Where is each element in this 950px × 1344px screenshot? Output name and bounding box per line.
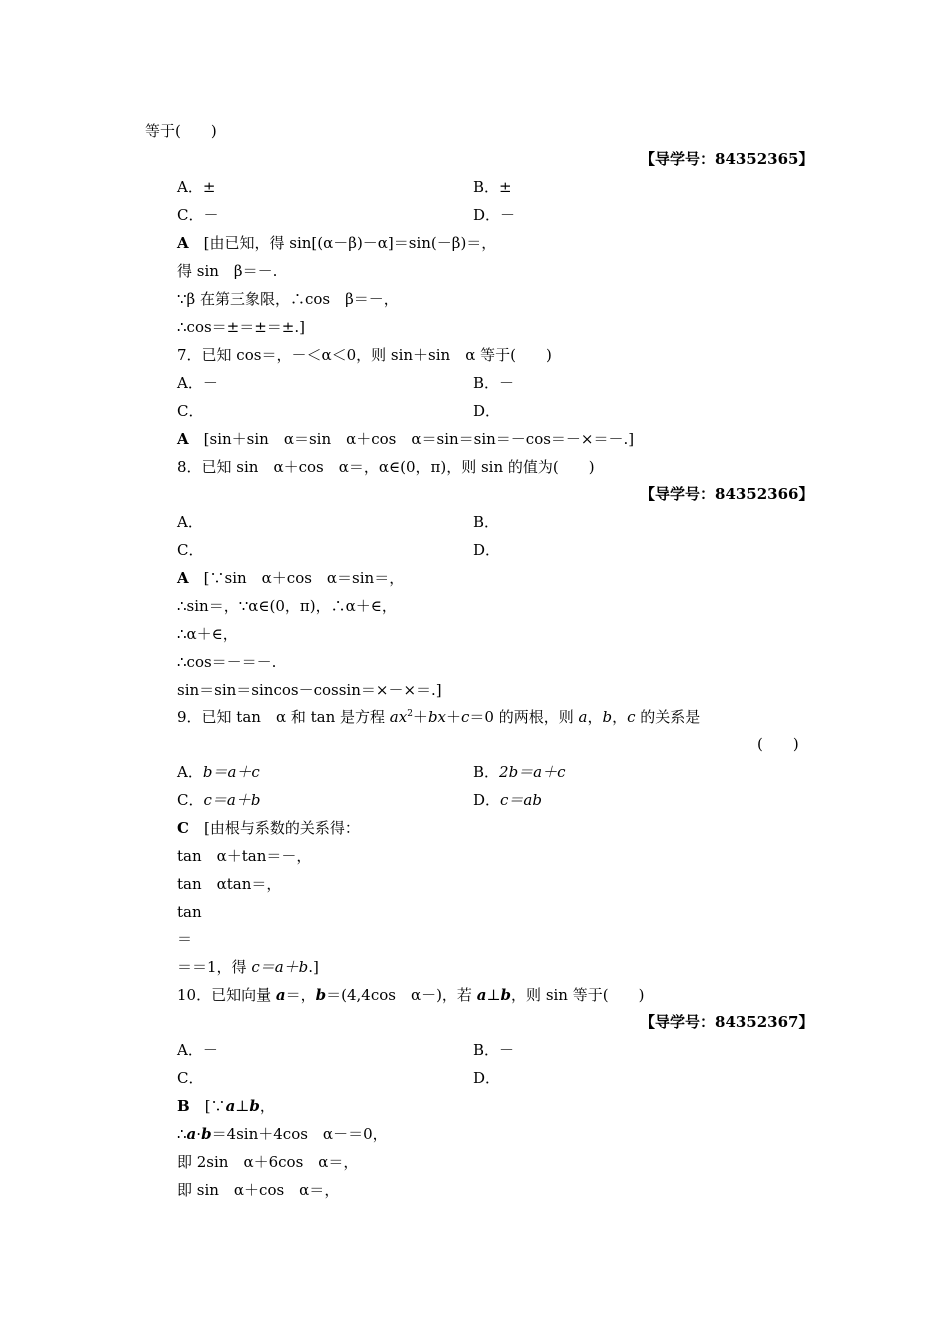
q8-option-b: B． bbox=[473, 513, 500, 531]
q9-option-a bbox=[177, 762, 260, 782]
q7-option-c: C． bbox=[177, 402, 204, 420]
q10-option-a: A．－ bbox=[177, 1041, 218, 1059]
q9-solution-line-5: ＝ bbox=[177, 930, 193, 948]
q9-option-a-expr: b＝a＋c bbox=[202, 763, 260, 781]
q10-ref-number: 【导学号：84352367】 bbox=[640, 1013, 814, 1031]
q10-solution-line-1 bbox=[177, 1096, 275, 1116]
q9-solution-6-expr: c＝a＋b bbox=[251, 958, 309, 976]
q9-option-b-label: B． bbox=[473, 763, 500, 781]
q10-stem-post: ＝(4,4cos α－)，若 bbox=[326, 986, 477, 1004]
q9-stem-end: 的关系是 bbox=[635, 708, 701, 726]
q10-option-c: C． bbox=[177, 1069, 204, 1087]
q9-option-b-expr: 2b＝a＋c bbox=[499, 763, 566, 781]
q6-solution-line-3: ∵β 在第三象限，∴cos β＝－， bbox=[177, 290, 399, 308]
q9-stem-plus-2: ＋ bbox=[446, 708, 462, 726]
q10-stem bbox=[177, 985, 644, 1005]
q7-solution-text-1: [sin＋sin α＝sin α＋cos α＝sin＝sin＝－cos＝－×＝－.] bbox=[203, 430, 635, 448]
q6-answer-letter: A bbox=[177, 234, 189, 252]
q9-solution-line-2: tan α＋tan＝－， bbox=[177, 847, 312, 865]
q9-solution-line-3: tan αtan＝， bbox=[177, 875, 282, 893]
q9-stem-pre: 9．已知 tan α 和 tan 是方程 bbox=[177, 708, 390, 726]
q8-stem: 8．已知 sin α＋cos α＝，α∈(0，π)，则 sin 的值为( ) bbox=[177, 458, 595, 476]
q6-solution-line-4: ∴cos＝±＝±＝±.] bbox=[177, 318, 305, 336]
q9-stem-post: ＝0 的两根，则 bbox=[469, 708, 579, 726]
q9-stem-c: c bbox=[461, 708, 470, 726]
q10-option-d: D． bbox=[473, 1069, 501, 1087]
q8-option-c: C． bbox=[177, 541, 204, 559]
q9-solution-line-4: tan bbox=[177, 903, 202, 921]
q10-vector-b: b bbox=[315, 986, 327, 1004]
q8-option-d: D． bbox=[473, 541, 501, 559]
q10-solution-1-post: ， bbox=[259, 1097, 275, 1115]
q7-answer-letter: A bbox=[177, 430, 189, 448]
q6-option-d: D．－ bbox=[473, 206, 516, 224]
q7-option-b: B．－ bbox=[473, 374, 515, 392]
q9-option-d-label: D． bbox=[473, 791, 501, 809]
q9-solution-line-6 bbox=[177, 957, 319, 977]
q8-solution-line-5: sin＝sin＝sincos－cossin＝×－×＝.] bbox=[177, 681, 442, 699]
q9-option-c bbox=[177, 790, 260, 810]
q9-answer-paren: ( ) bbox=[757, 735, 799, 753]
q10-perp-symbol: ⊥ bbox=[486, 986, 501, 1004]
q9-option-a-label: A． bbox=[177, 763, 203, 781]
q9-solution-6-post: .] bbox=[308, 958, 319, 976]
q6-option-a: A．± bbox=[177, 178, 216, 196]
q10-solution-line-4: 即 sin α＋cos α＝， bbox=[177, 1181, 340, 1199]
q9-option-c-expr: c＝a＋b bbox=[203, 791, 261, 809]
q9-stem-comma-1: ， bbox=[587, 708, 603, 726]
q10-solution-line-2 bbox=[177, 1124, 388, 1144]
q10-vector-a-2: a bbox=[476, 986, 487, 1004]
q10-solution-2-dot: · bbox=[196, 1125, 202, 1143]
q8-solution-line-2: ∴sin＝，∵α∈(0，π)，∴α＋∈， bbox=[177, 597, 397, 615]
q9-stem-bx: bx bbox=[427, 708, 446, 726]
q8-solution-line-4: ∴cos＝－＝－. bbox=[177, 653, 277, 671]
q10-solution-2-pre: ∴ bbox=[177, 1125, 187, 1143]
q6-solution-line-2: 得 sin β＝－. bbox=[177, 262, 278, 280]
q10-solution-1-vector-a: a bbox=[225, 1097, 236, 1115]
q9-stem-exponent: 2 bbox=[407, 709, 413, 719]
q10-solution-1-pre: [∵ bbox=[204, 1097, 226, 1115]
q6-stem-tail: 等于( ) bbox=[145, 122, 217, 140]
q10-stem-pre: 10．已知向量 bbox=[177, 986, 276, 1004]
q7-option-d: D． bbox=[473, 402, 501, 420]
q6-ref-number: 【导学号：84352365】 bbox=[640, 150, 814, 168]
q10-option-b: B．－ bbox=[473, 1041, 515, 1059]
q9-stem bbox=[177, 707, 700, 727]
q9-stem-comma-2: ， bbox=[612, 708, 628, 726]
q9-solution-6-pre: ＝＝1，得 bbox=[177, 958, 252, 976]
q9-stem-var-c: c bbox=[627, 708, 636, 726]
q6-solution-text-1: [由已知，得 sin[(α－β)－α]＝sin(－β)＝， bbox=[203, 234, 497, 252]
q10-solution-2-vector-b: b bbox=[201, 1125, 212, 1143]
q10-solution-2-vector-a: a bbox=[186, 1125, 197, 1143]
q9-stem-var-a: a bbox=[578, 708, 588, 726]
q9-option-b bbox=[473, 762, 566, 782]
q8-ref-number: 【导学号：84352366】 bbox=[640, 485, 814, 503]
q10-vector-a: a bbox=[275, 986, 286, 1004]
q9-solution-line-1 bbox=[177, 818, 360, 838]
q9-stem-var-b: b bbox=[602, 708, 613, 726]
q10-answer-letter: B bbox=[177, 1097, 190, 1115]
q8-option-a: A． bbox=[177, 513, 203, 531]
q9-stem-plus-1: ＋ bbox=[412, 708, 428, 726]
q8-answer-letter: A bbox=[177, 569, 189, 587]
q8-solution-text-1: [∵sin α＋cos α＝sin＝， bbox=[203, 569, 405, 587]
q7-solution-line-1 bbox=[177, 429, 634, 449]
q9-answer-letter: C bbox=[177, 819, 189, 837]
q6-option-c: C．－ bbox=[177, 206, 219, 224]
q9-option-c-label: C． bbox=[177, 791, 204, 809]
q10-solution-1-vector-b: b bbox=[249, 1097, 260, 1115]
q10-stem-mid: ＝， bbox=[285, 986, 316, 1004]
q9-solution-text-1: [由根与系数的关系得： bbox=[203, 819, 360, 837]
q9-option-d bbox=[473, 790, 542, 810]
q10-solution-line-3: 即 2sin α＋6cos α＝， bbox=[177, 1153, 359, 1171]
q10-solution-2-post: ＝4sin＋4cos α－＝0， bbox=[211, 1125, 388, 1143]
q9-stem-ax: ax bbox=[389, 708, 408, 726]
q6-option-b: B．± bbox=[473, 178, 512, 196]
q7-option-a: A．－ bbox=[177, 374, 218, 392]
q10-solution-1-perp: ⊥ bbox=[235, 1097, 250, 1115]
q6-solution-line-1 bbox=[177, 233, 496, 253]
q8-solution-line-3: ∴α＋∈， bbox=[177, 625, 238, 643]
q7-stem: 7．已知 cos＝，－＜α＜0，则 sin＋sin α 等于( ) bbox=[177, 346, 552, 364]
q9-option-d-expr: c＝ab bbox=[500, 791, 542, 809]
q10-stem-end: ，则 sin 等于( ) bbox=[511, 986, 645, 1004]
q8-solution-line-1 bbox=[177, 568, 404, 588]
q10-vector-b-2: b bbox=[500, 986, 512, 1004]
